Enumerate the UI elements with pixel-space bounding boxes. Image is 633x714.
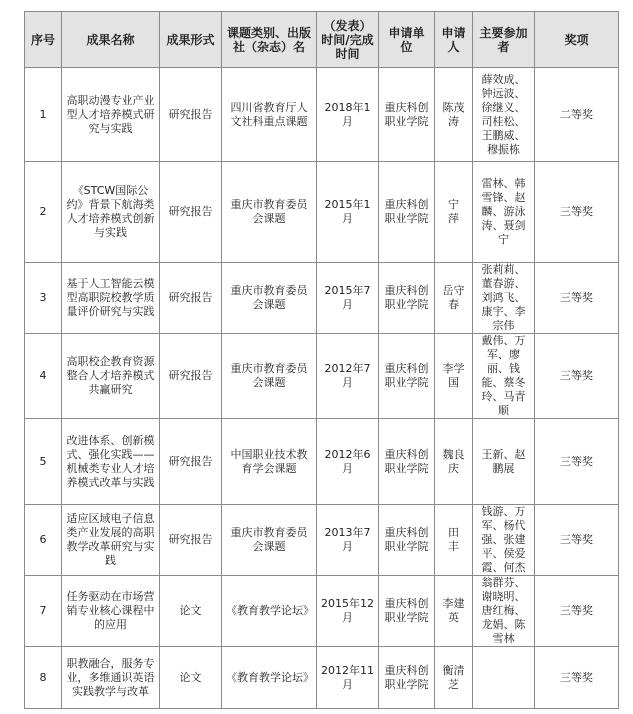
cell-idx: 7 — [25, 576, 62, 647]
cell-award: 三等奖 — [535, 162, 619, 263]
cell-award: 三等奖 — [535, 419, 619, 505]
table-row — [25, 68, 619, 162]
cell-applicant: 魏良庆 — [435, 419, 473, 505]
cell-award: 二等奖 — [535, 68, 619, 162]
cell-category: 中国职业技术教育学会课题 — [222, 419, 317, 505]
cell-award: 三等奖 — [535, 647, 619, 709]
header-unit: 申请单位 — [379, 12, 435, 68]
cell-idx: 3 — [25, 263, 62, 334]
cell-time: 2012年7月 — [317, 334, 379, 419]
table-row — [25, 505, 619, 576]
cell-form: 研究报告 — [160, 68, 222, 162]
cell-category: 四川省教育厅人文社科重点课题 — [222, 68, 317, 162]
cell-name: 高职动漫专业产业型人才培养模式研究与实践 — [62, 68, 160, 162]
header-row — [25, 12, 619, 68]
cell-time: 2012年6月 — [317, 419, 379, 505]
table-row — [25, 334, 619, 419]
header-form: 成果形式 — [160, 12, 222, 68]
cell-time: 2015年12月 — [317, 576, 379, 647]
cell-name: 职教融合，服务专业，多维通识英语实践教学与改革 — [62, 647, 160, 709]
cell-applicant: 衡清芝 — [435, 647, 473, 709]
table-row — [25, 576, 619, 647]
cell-unit: 重庆科创职业学院 — [379, 505, 435, 576]
cell-form: 研究报告 — [160, 419, 222, 505]
cell-participants: 薛效成、钟远波、徐继义、司桂松、王鹏威、穆振栋 — [473, 68, 535, 162]
header-name: 成果名称 — [62, 12, 160, 68]
cell-unit: 重庆科创职业学院 — [379, 334, 435, 419]
cell-name: 改进体系、创新模式、强化实践——机械类专业人才培养模式改革与实践 — [62, 419, 160, 505]
cell-participants — [473, 647, 535, 709]
cell-form: 研究报告 — [160, 263, 222, 334]
cell-time: 2012年11月 — [317, 647, 379, 709]
cell-unit: 重庆科创职业学院 — [379, 263, 435, 334]
cell-applicant: 田 丰 — [435, 505, 473, 576]
cell-idx: 8 — [25, 647, 62, 709]
cell-form: 论文 — [160, 576, 222, 647]
cell-name: 高职校企教育资源整合人才培养模式共赢研究 — [62, 334, 160, 419]
table-row — [25, 263, 619, 334]
header-participants: 主要参加者 — [473, 12, 535, 68]
cell-time: 2018年1月 — [317, 68, 379, 162]
cell-unit: 重庆科创职业学院 — [379, 68, 435, 162]
cell-name: 基于人工智能云模型高职院校教学质量评价研究与实践 — [62, 263, 160, 334]
cell-award: 三等奖 — [535, 334, 619, 419]
table-row — [25, 647, 619, 709]
cell-applicant: 李建英 — [435, 576, 473, 647]
cell-category: 《教育教学论坛》 — [222, 576, 317, 647]
cell-idx: 5 — [25, 419, 62, 505]
cell-applicant: 宁 萍 — [435, 162, 473, 263]
cell-unit: 重庆科创职业学院 — [379, 576, 435, 647]
cell-category: 重庆市教育委员会课题 — [222, 263, 317, 334]
cell-time: 2015年1月 — [317, 162, 379, 263]
header-idx: 序号 — [25, 12, 62, 68]
table-row — [25, 162, 619, 263]
cell-award: 三等奖 — [535, 505, 619, 576]
cell-participants: 雷林、韩雪锋、赵麟、游泳涛、聂剑宁 — [473, 162, 535, 263]
cell-form: 研究报告 — [160, 334, 222, 419]
cell-category: 重庆市教育委员会课题 — [222, 162, 317, 263]
cell-category: 重庆市教育委员会课题 — [222, 505, 317, 576]
cell-unit: 重庆科创职业学院 — [379, 162, 435, 263]
table-row — [25, 419, 619, 505]
header-award: 奖项 — [535, 12, 619, 68]
cell-award: 三等奖 — [535, 263, 619, 334]
cell-name: 任务驱动在市场营销专业核心课程中的应用 — [62, 576, 160, 647]
cell-applicant: 陈茂涛 — [435, 68, 473, 162]
cell-idx: 4 — [25, 334, 62, 419]
cell-participants: 戴伟、万军、廖丽、钱能、蔡冬玲、马青顺 — [473, 334, 535, 419]
cell-name: 《STCW国际公约》背景下航海类人才培养模式创新与实践 — [62, 162, 160, 263]
cell-name: 适应区域电子信息类产业发展的高职教学改革研究与实践 — [62, 505, 160, 576]
header-applicant: 申请人 — [435, 12, 473, 68]
cell-participants: 翁群芬、谢晓明、唐红梅、龙娟、陈雪林 — [473, 576, 535, 647]
cell-idx: 2 — [25, 162, 62, 263]
cell-participants: 张莉莉、董春游、刘鸿飞、康宇、李宗伟 — [473, 263, 535, 334]
cell-award: 三等奖 — [535, 576, 619, 647]
cell-unit: 重庆科创职业学院 — [379, 419, 435, 505]
cell-time: 2013年7月 — [317, 505, 379, 576]
cell-applicant: 李学国 — [435, 334, 473, 419]
awards-table — [24, 11, 619, 709]
cell-unit: 重庆科创职业学院 — [379, 647, 435, 709]
cell-category: 《教育教学论坛》 — [222, 647, 317, 709]
cell-participants: 钱游、万军、杨代强、张建平、侯爱霞、何杰 — [473, 505, 535, 576]
cell-participants: 王新、赵鹏展 — [473, 419, 535, 505]
header-time: （发表）时间/完成时间 — [317, 12, 379, 68]
header-category: 课题类别、出版社（杂志）名 — [222, 12, 317, 68]
cell-form: 研究报告 — [160, 505, 222, 576]
cell-applicant: 岳守春 — [435, 263, 473, 334]
cell-time: 2015年7月 — [317, 263, 379, 334]
cell-idx: 6 — [25, 505, 62, 576]
cell-form: 研究报告 — [160, 162, 222, 263]
cell-form: 论文 — [160, 647, 222, 709]
cell-idx: 1 — [25, 68, 62, 162]
cell-category: 重庆市教育委员会课题 — [222, 334, 317, 419]
